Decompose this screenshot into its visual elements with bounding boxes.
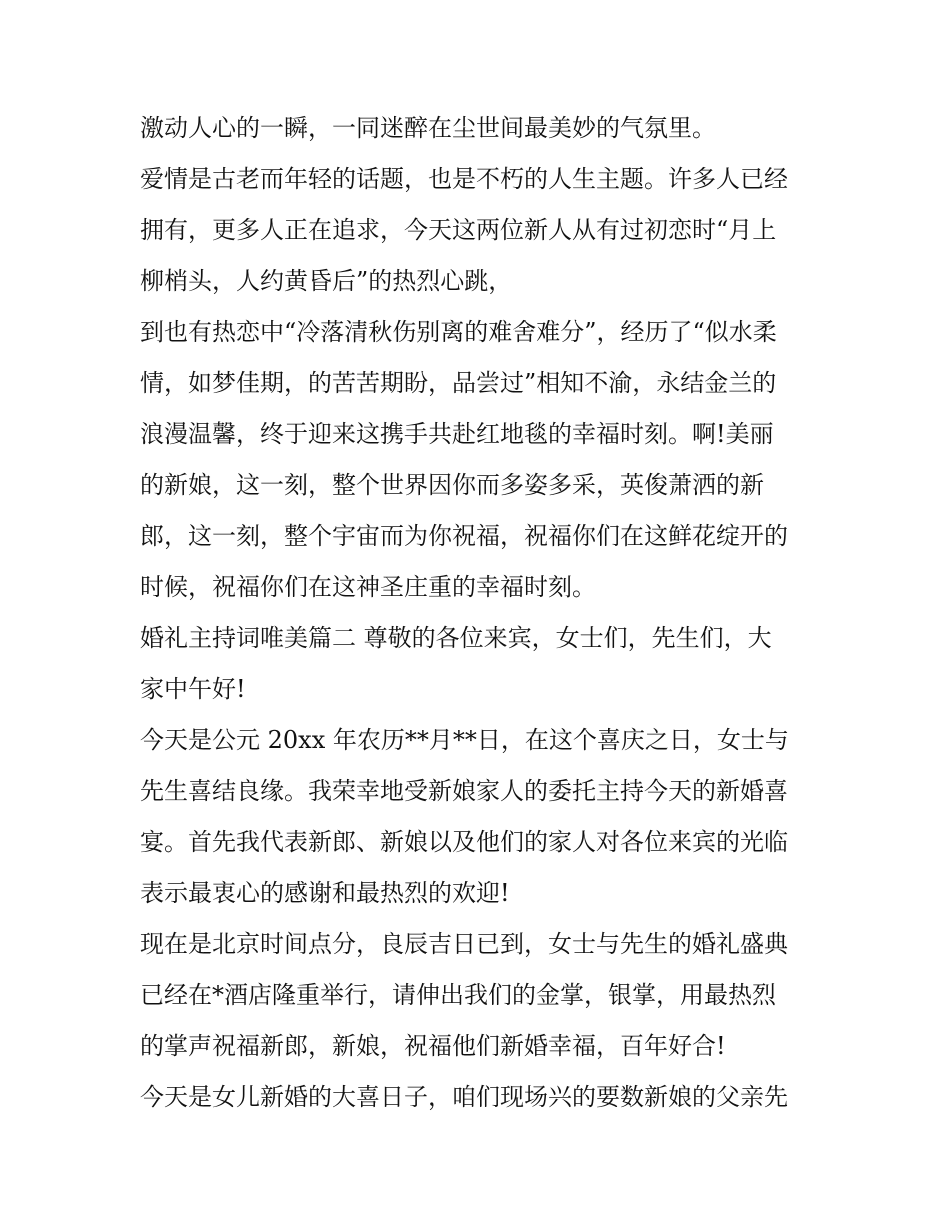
text-line: 今天是公元 20xx 年农历**月**日，在这个喜庆之日，女士与 xyxy=(140,726,789,754)
text-line: 现在是北京时间点分，良辰吉日已到，女士与先生的婚礼盛典 xyxy=(140,930,788,958)
text-line: 已经在*酒店隆重举行，请伸出我们的金掌，银掌，用最热烈 xyxy=(140,981,776,1009)
text-line: 爱情是古老而年轻的话题，也是不朽的人生主题。许多人已经 xyxy=(140,165,788,193)
body-text xyxy=(140,103,820,1123)
text-line: 表示最衷心的感谢和最热烈的欢迎! xyxy=(140,879,510,907)
text-line: 宴。首先我代表新郎、新娘以及他们的家人对各位来宾的光临 xyxy=(140,828,788,856)
text-line: 的掌声祝福新郎，新娘，祝福他们新婚幸福，百年好合! xyxy=(140,1032,726,1060)
text-line: 柳梢头，人约黄昏后”的热烈心跳， xyxy=(140,267,513,295)
text-line: 郎，这一刻，整个宇宙而为你祝福，祝福你们在这鲜花绽开的 xyxy=(140,522,788,550)
text-line: 激动人心的一瞬，一同迷醉在尘世间最美妙的气氛里。 xyxy=(140,114,716,142)
text-line: 今天是女儿新婚的大喜日子，咱们现场兴的要数新娘的父亲先 xyxy=(140,1083,788,1111)
text-line: 到也有热恋中“冷落清秋伤别离的难舍难分”，经历了“似水柔 xyxy=(140,318,777,346)
text-line: 婚礼主持词唯美篇二 尊敬的各位来宾，女士们，先生们，大 xyxy=(140,624,772,652)
text-line: 的新娘，这一刻，整个世界因你而多姿多采，英俊萧洒的新 xyxy=(140,471,764,499)
text-line: 家中午好! xyxy=(140,675,246,703)
text-line: 时候，祝福你们在这神圣庄重的幸福时刻。 xyxy=(140,573,596,601)
text-line: 拥有，更多人正在追求，今天这两位新人从有过初恋时“月上 xyxy=(140,216,777,244)
text-line: 情，如梦佳期，的苦苦期盼，品尝过”相知不渝，永结金兰的 xyxy=(140,369,777,397)
text-line: 浪漫温馨，终于迎来这携手共赴红地毯的幸福时刻。啊!美丽 xyxy=(140,420,774,448)
text-line: 先生喜结良缘。我荣幸地受新娘家人的委托主持今天的新婚喜 xyxy=(140,777,788,805)
